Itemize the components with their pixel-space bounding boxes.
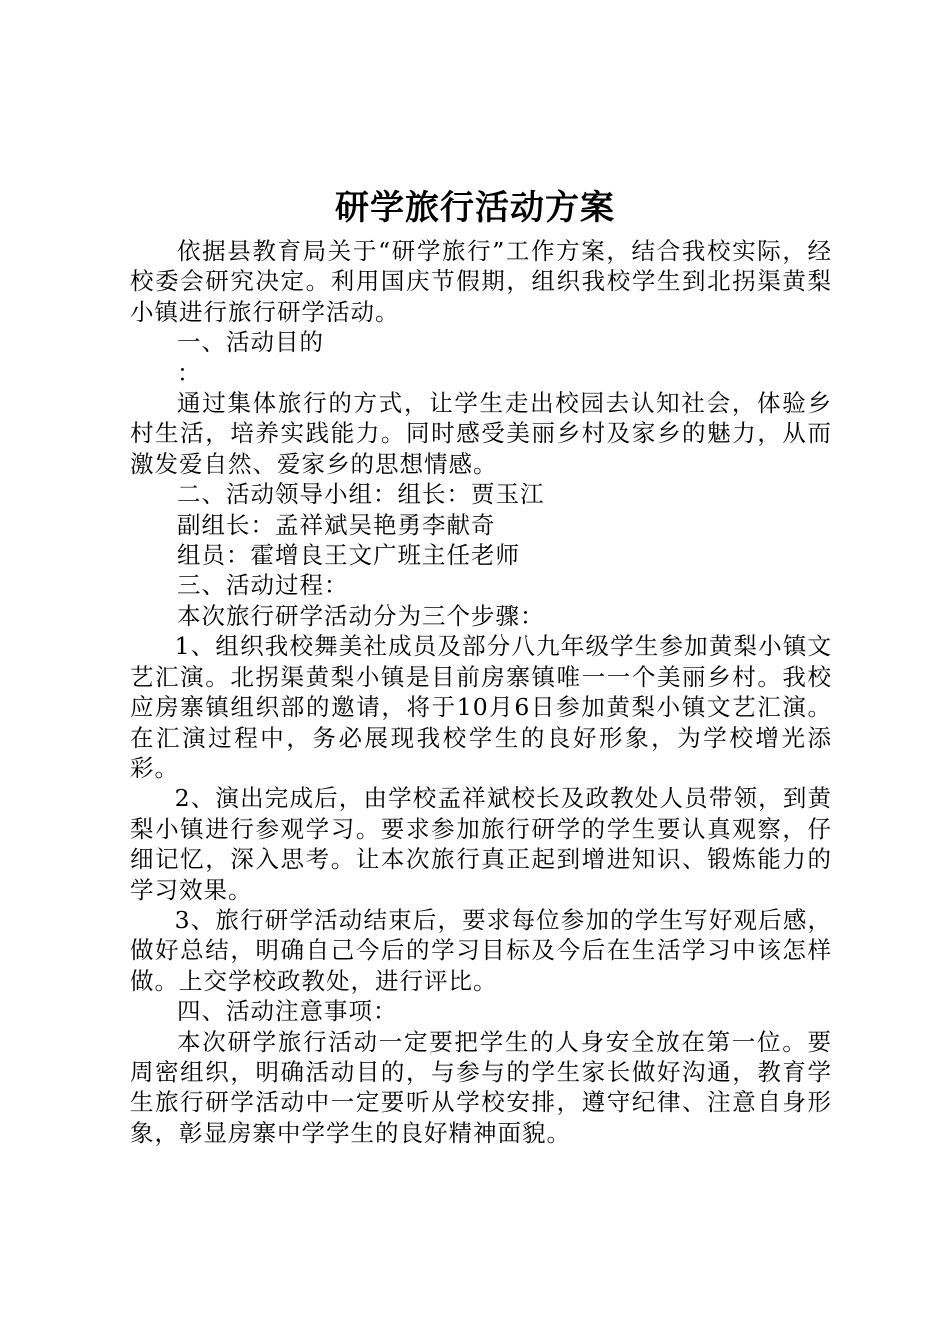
paragraph-safety: 本次研学旅行活动一定要把学生的人身安全放在第一位。要周密组织，明确活动目的，与参与的学生家长做好沟通，教育学生旅行研学活动中一定要听从学校安排，遵守纪律、注意自身形象，彰显房寨中学学生的良好精神面貌。 <box>130 1027 832 1147</box>
paragraph-intro: 依据县教育局关于“研学旅行”工作方案，结合我校实际，经校委会研究决定。利用国庆节假期，组织我校学生到北拐渠黄梨小镇进行旅行研学活动。 <box>130 237 832 326</box>
section-heading-process: 三、活动过程： <box>177 571 349 600</box>
document-title: 研学旅行活动方案 <box>335 188 615 228</box>
paragraph-members: 组员：霍增良王文广班主任老师 <box>177 541 520 570</box>
document-body <box>130 236 832 1148</box>
paragraph-deputy-leaders: 副组长：孟祥斌吴艳勇李献奇 <box>177 510 496 539</box>
paragraph-step-2: 2、演出完成后，由学校孟祥斌校长及政教处人员带领，到黄梨小镇进行参观学习。要求参加旅行研学的学生要认真观察，仔细记忆，深入思考。让本次旅行真正起到增进知识、锻炼能力的学习效果。 <box>130 784 832 904</box>
section-heading-leadership: 二、活动领导小组：组长：贾玉江 <box>177 480 545 509</box>
paragraph-step-1: 1、组织我校舞美社成员及部分八九年级学生参加黄梨小镇文艺汇演。北拐渠黄梨小镇是目前房寨镇唯一一个美丽乡村。我校应房寨镇组织部的邀请，将于10月6日参加黄梨小镇文艺汇演。在汇演过程中，务必展现我校学生的良好形象，为学校增光添彩。 <box>130 632 832 782</box>
section-heading-notes: 四、活动注意事项： <box>177 997 398 1026</box>
paragraph-steps-intro: 本次旅行研学活动分为三个步骤： <box>177 601 545 630</box>
paragraph-colon: ： <box>177 358 202 387</box>
section-heading-purpose: 一、活动目的 <box>177 328 324 357</box>
paragraph-purpose: 通过集体旅行的方式，让学生走出校园去认知社会，体验乡村生活，培养实践能力。同时感受美丽乡村及家乡的魅力，从而激发爱自然、爱家乡的思想情感。 <box>130 389 832 478</box>
paragraph-step-3: 3、旅行研学活动结束后，要求每位参加的学生写好观后感，做好总结，明确自己今后的学习目标及今后在生活学习中该怎样做。上交学校政教处，进行评比。 <box>130 905 832 995</box>
